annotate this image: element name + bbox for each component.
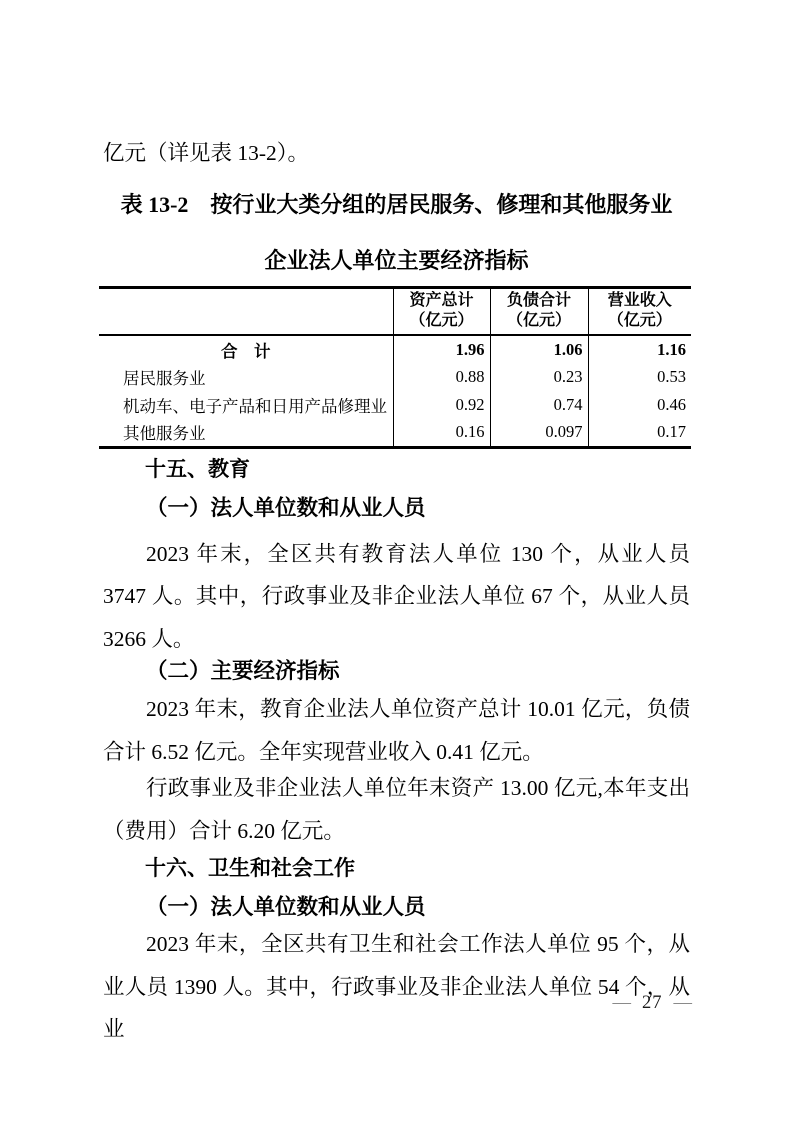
cell-revenue: 1.16 (588, 335, 691, 363)
economic-indicators-table (99, 286, 691, 449)
subsection-education-units-heading: （一）法人单位数和从业人员 (146, 495, 426, 520)
table-row-resident-services (99, 363, 691, 391)
cell-assets: 0.16 (393, 419, 490, 447)
cell-liabilities: 1.06 (490, 335, 588, 363)
cell-liabilities: 0.23 (490, 363, 588, 391)
header-revenue-label: 营业收入 (607, 292, 672, 309)
row-label: 机动车、电子产品和日用产品修理业 (123, 397, 387, 416)
cell-revenue: 0.53 (588, 363, 691, 391)
header-revenue (588, 288, 691, 336)
education-indicators-paragraph-1: 2023 年末，教育企业法人单位资产总计 10.01 亿元，负债合计 6.52 亿元。全年实现营业收入 0.41 亿元。 (103, 697, 690, 764)
header-liabilities (490, 288, 588, 336)
header-revenue-unit: （亿元） (607, 312, 672, 329)
table-header-row (99, 288, 691, 336)
header-assets-unit: （亿元） (409, 312, 474, 329)
header-assets (393, 288, 490, 336)
education-units-paragraph: 2023 年末，全区共有教育法人单位 130 个，从业人员 3747 人。其中，行政事业及非企业法人单位 67 个，从业人员 3266 人。 (103, 541, 690, 651)
table-row-repair (99, 391, 691, 419)
table-row-other-services (99, 419, 691, 447)
section-education-heading: 十五、教育 (145, 457, 250, 481)
subsection-health-units-heading: （一）法人单位数和从业人员 (146, 895, 426, 919)
header-assets-label: 资产总计 (409, 292, 474, 309)
cell-liabilities: 0.097 (490, 419, 588, 447)
header-empty-cell (99, 288, 393, 336)
intro-paragraph: 亿元（详见表 13-2）。 (103, 141, 310, 165)
subsection-education-indicators-heading: （二）主要经济指标 (146, 659, 340, 683)
table-title-line2: 企业法人单位主要经济指标 (264, 248, 529, 273)
table-title-line1: 表 13-2 按行业大类分组的居民服务、修理和其他服务业 (120, 192, 673, 217)
cell-assets: 0.88 (393, 363, 490, 391)
health-units-paragraph: 2023 年末，全区共有卫生和社会工作法人单位 95 个，从业人员 1390 人。其中，行政事业及非企业法人单位 54 个，从业 (103, 932, 690, 1041)
page-footer (613, 991, 693, 1015)
header-liabilities-unit: （亿元） (506, 312, 571, 329)
footer-page-number: 27 (642, 993, 663, 1013)
cell-assets: 1.96 (393, 335, 490, 363)
footer-dash-left: — (612, 993, 631, 1013)
row-label: 合 计 (221, 341, 271, 361)
cell-revenue: 0.17 (588, 419, 691, 447)
cell-revenue: 0.46 (588, 391, 691, 419)
education-indicators-paragraph-2: 行政事业及非企业法人单位年末资产 13.00 亿元,本年支出（费用）合计 6.20 亿元。 (103, 776, 690, 843)
section-health-heading: 十六、卫生和社会工作 (145, 857, 355, 880)
cell-liabilities: 0.74 (490, 391, 588, 419)
header-liabilities-label: 负债合计 (506, 292, 571, 309)
table-title (103, 180, 690, 286)
footer-dash-right: — (673, 993, 692, 1013)
row-label: 其他服务业 (123, 424, 206, 444)
table-row-total (99, 335, 691, 363)
row-label: 居民服务业 (123, 369, 206, 388)
cell-assets: 0.92 (393, 391, 490, 419)
